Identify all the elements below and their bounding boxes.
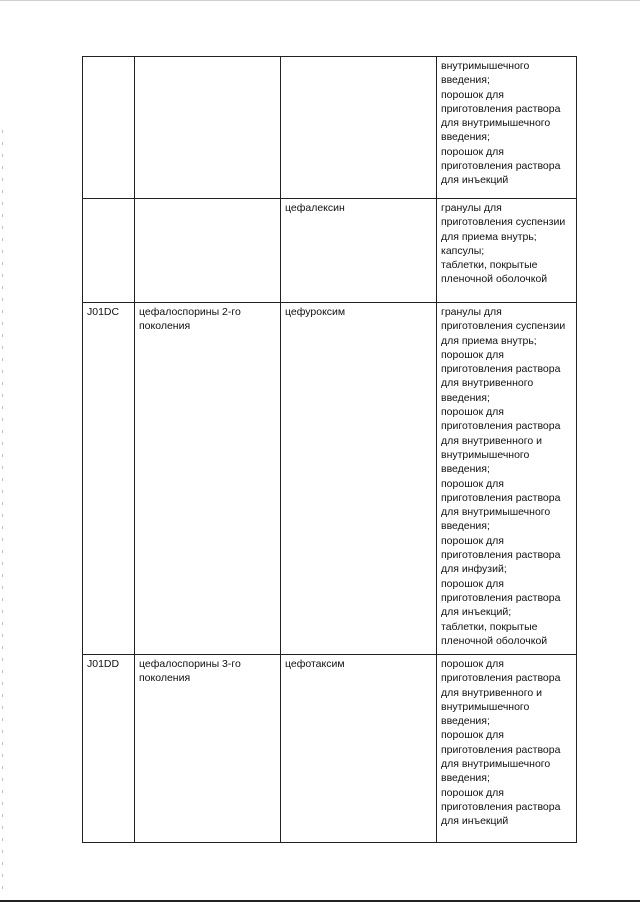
- drug-name-cell: [281, 57, 437, 199]
- group-line: поколения: [139, 672, 191, 685]
- scan-edge-top: [0, 0, 640, 1]
- dosage-form-line: таблетки, покрытые: [441, 620, 538, 633]
- dosage-form-line: для внутримышечного: [441, 758, 551, 771]
- drug-name-cell: цефотаксим: [281, 655, 437, 843]
- group-cell: [135, 199, 281, 303]
- dosage-form-line: порошок для: [441, 534, 504, 547]
- dosage-form-line: приготовления раствора: [441, 491, 561, 504]
- dosage-form-line: для инъекций: [441, 174, 509, 187]
- dosage-form-line: внутримышечного: [441, 448, 530, 461]
- dosage-form-line: таблетки, покрытые: [441, 259, 538, 272]
- scan-edge-left: [2, 130, 3, 890]
- dosage-form-line: приготовления раствора: [441, 800, 561, 813]
- dosage-form-line: приготовления раствора: [441, 591, 561, 604]
- dosage-form-line: введения;: [441, 520, 490, 533]
- atc-code-cell: J01DC: [83, 303, 135, 655]
- dosage-forms-cell: [437, 655, 577, 843]
- group-cell: [135, 655, 281, 843]
- dosage-form-line: введения;: [441, 74, 490, 87]
- dosage-forms-cell: [437, 303, 577, 655]
- dosage-form-line: для внутримышечного: [441, 117, 551, 130]
- dosage-form-line: для внутривенного и: [441, 686, 542, 699]
- dosage-form-line: порошок для: [441, 348, 504, 361]
- dosage-form-line: внутримышечного: [441, 60, 530, 72]
- dosage-form-line: для внутримышечного: [441, 506, 551, 519]
- dosage-form-line: приготовления раствора: [441, 743, 561, 756]
- group-line: цефалоспорины 2-го: [139, 306, 241, 318]
- atc-code-cell: [83, 57, 135, 199]
- dosage-forms-cell: [437, 57, 577, 199]
- dosage-form-line: порошок для: [441, 786, 504, 799]
- dosage-form-line: порошок для: [441, 406, 504, 419]
- group-line: поколения: [139, 320, 191, 333]
- dosage-form-line: введения;: [441, 391, 490, 404]
- dosage-form-line: порошок для: [441, 729, 504, 742]
- dosage-form-line: внутримышечного: [441, 700, 530, 713]
- dosage-form-line: для инфузий;: [441, 563, 507, 576]
- dosage-form-line: порошок для: [441, 577, 504, 590]
- dosage-form-line: приготовления раствора: [441, 160, 561, 173]
- group-cell: [135, 57, 281, 199]
- atc-code-cell: [83, 199, 135, 303]
- dosage-form-line: приготовления раствора: [441, 549, 561, 562]
- dosage-form-line: капсулы;: [441, 244, 485, 257]
- dosage-form-line: приготовления раствора: [441, 672, 561, 685]
- dosage-form-line: порошок для: [441, 658, 504, 670]
- drug-name-cell: цефалексин: [281, 199, 437, 303]
- dosage-form-line: введения;: [441, 715, 490, 728]
- drug-table: [82, 56, 577, 843]
- dosage-form-line: для приема внутрь;: [441, 334, 537, 347]
- group-line: цефалоспорины 3-го: [139, 658, 241, 670]
- table-row: [83, 199, 577, 303]
- dosage-form-line: для приема внутрь;: [441, 230, 537, 243]
- dosage-form-line: порошок для: [441, 88, 504, 101]
- table-row: [83, 655, 577, 843]
- dosage-form-line: для инъекций: [441, 815, 509, 828]
- dosage-form-line: приготовления раствора: [441, 420, 561, 433]
- dosage-form-line: для инъекций;: [441, 606, 512, 619]
- dosage-form-line: приготовления суспензии: [441, 216, 566, 229]
- dosage-form-line: для внутривенного: [441, 377, 534, 390]
- table-row: [83, 303, 577, 655]
- drug-name-cell: цефуроксим: [281, 303, 437, 655]
- dosage-form-line: приготовления раствора: [441, 102, 561, 115]
- dosage-forms-cell: [437, 199, 577, 303]
- dosage-form-line: пленочной оболочкой: [441, 273, 548, 286]
- scan-edge-bottom: [0, 900, 640, 902]
- dosage-form-line: введения;: [441, 463, 490, 476]
- dosage-form-line: гранулы для: [441, 202, 502, 214]
- dosage-form-line: пленочной оболочкой: [441, 634, 548, 647]
- dosage-form-line: введения;: [441, 772, 490, 785]
- atc-code-cell: J01DD: [83, 655, 135, 843]
- dosage-form-line: для внутривенного и: [441, 434, 542, 447]
- table-row: [83, 57, 577, 199]
- dosage-form-line: порошок для: [441, 477, 504, 490]
- dosage-form-line: приготовления раствора: [441, 363, 561, 376]
- dosage-form-line: гранулы для: [441, 306, 502, 318]
- dosage-form-line: порошок для: [441, 145, 504, 158]
- dosage-form-line: введения;: [441, 131, 490, 144]
- group-cell: [135, 303, 281, 655]
- dosage-form-line: приготовления суспензии: [441, 320, 566, 333]
